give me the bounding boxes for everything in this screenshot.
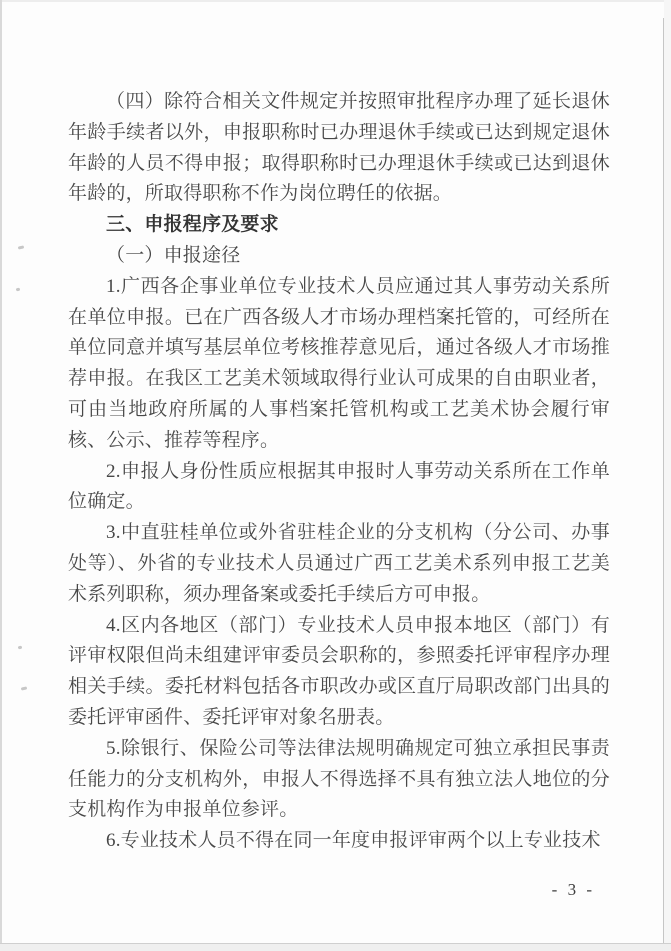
page-edge-right <box>663 18 664 945</box>
paragraph: 6.专业技术人员不得在同一年度申报评审两个以上专业技术 <box>106 830 601 852</box>
page-edge-bottom-band <box>0 944 671 951</box>
page-number: - 3 - <box>551 880 595 899</box>
paragraph: 5.除银行、保险公司等法律法规明确规定可独立承担民事责任能力的分支机构外，申报人不得选择不具有独立法人地位的分支机构作为申报单位参评。 <box>68 737 610 821</box>
page-edge-left <box>0 0 2 951</box>
paragraph: （四）除符合相关文件规定并按照审批程序办理了延长退休年龄手续者以外，申报职称时已办理退休手续或已达到规定退休年龄的人员不得申报；取得职称时已办理退休手续或已达到退休年龄的，所取得职称不作为岗位聘任的依据。 <box>68 91 610 205</box>
paragraph: 1.广西各企事业单位专业技术人员应通过其人事劳动关系所在单位申报。已在广西各级人才市场办理档案托管的，可经所在单位同意并填写基层单位考核推荐意见后，通过各级人才市场推荐申报。在我区工艺美术领域取得行业认可成果的自由职业者，可由当地政府所属的人事档案托管机构或工艺美术协会履行审核、公示、推荐等程序。 <box>68 275 610 451</box>
scan-speck <box>21 686 27 690</box>
page-edge-bottom <box>0 943 671 944</box>
page-edge-top <box>0 0 671 2</box>
paragraph: 4.区内各地区（部门）专业技术人员申报本地区（部门）有评审权限但尚未组建评审委员会职称的，参照委托评审程序办理相关手续。委托材料包括各市职改办或区直厅局职改部门出具的委托评审函件、委托评审对象名册表。 <box>68 614 610 728</box>
paragraph: 3.中直驻桂单位或外省驻桂企业的分支机构（分公司、办事处等）、外省的专业技术人员通过广西工艺美术系列申报工艺美术系列职称，须办理备案或委托手续后方可申报。 <box>68 522 610 605</box>
document-text-block <box>68 87 610 857</box>
paragraph: 2.申报人身份性质应根据其申报时人事劳动关系所在工作单位确定。 <box>68 460 610 513</box>
page-edge-right-band <box>664 0 671 951</box>
section-heading: 三、申报程序及要求 <box>106 214 279 236</box>
subsection-heading: （一）申报途径 <box>106 244 241 266</box>
scan-speck <box>18 245 24 249</box>
scan-speck <box>16 288 21 292</box>
scan-speck <box>18 646 23 650</box>
